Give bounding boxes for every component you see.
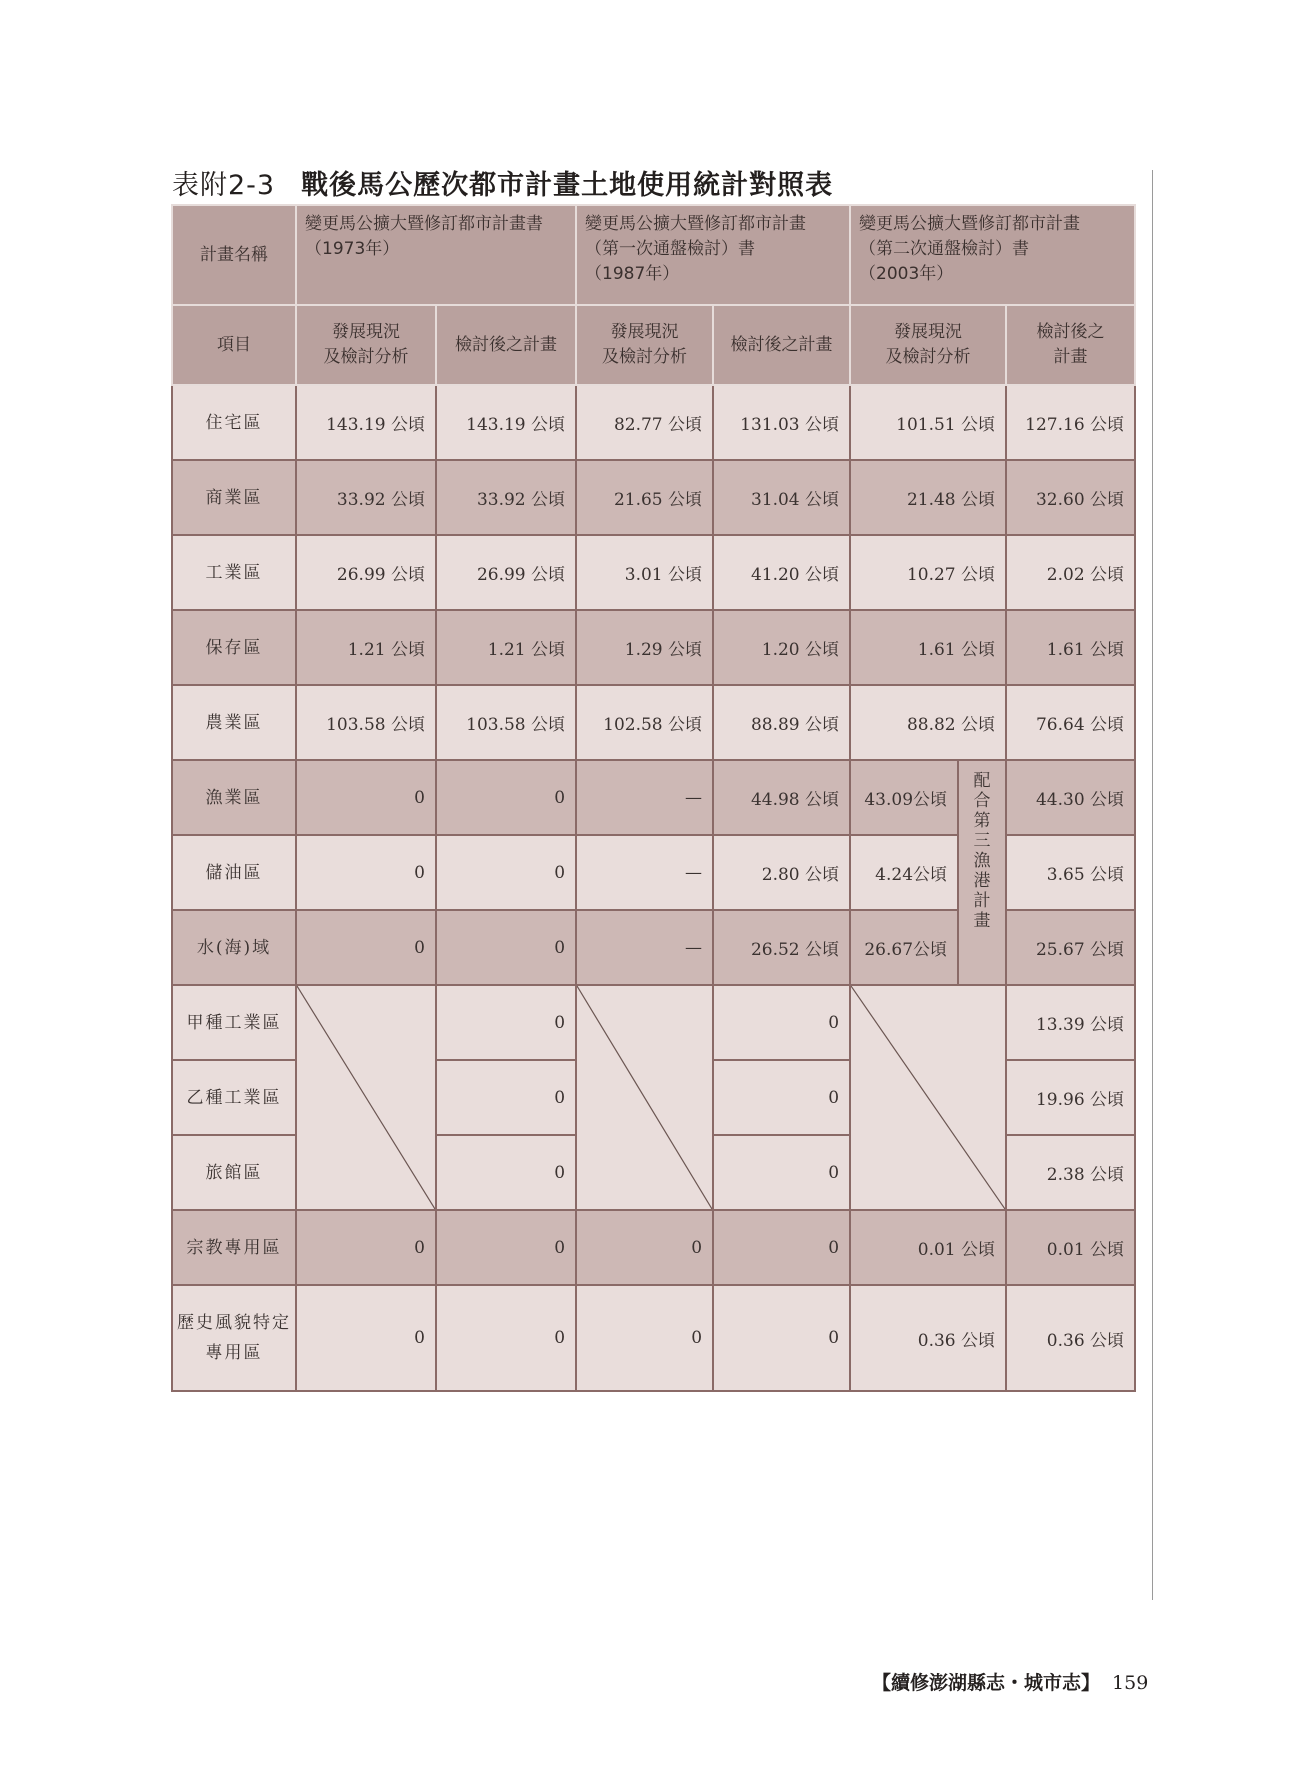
table-row (172, 985, 1135, 1060)
table-caption (172, 163, 833, 203)
value-cell: 0 (436, 910, 576, 985)
value-cell: 127.16 公頃 (1006, 385, 1135, 460)
item-name: 儲油區 (172, 835, 296, 910)
value-cell: 0 (713, 1285, 850, 1391)
value-cell: 25.67 公頃 (1006, 910, 1135, 985)
value-cell: 2.02 公頃 (1006, 535, 1135, 610)
item-name: 工業區 (172, 535, 296, 610)
page-number: 159 (1112, 1672, 1149, 1694)
value-cell: 33.92 公頃 (296, 460, 436, 535)
table-row (172, 385, 1135, 460)
col-plan-2003: 檢討後之 計畫 (1006, 305, 1135, 385)
value-cell: 33.92 公頃 (436, 460, 576, 535)
value-cell: 21.65 公頃 (576, 460, 713, 535)
caption-title: 戰後馬公歷次都市計畫土地使用統計對照表 (301, 170, 834, 201)
value-cell: — (576, 910, 713, 985)
item-name: 旅館區 (172, 1135, 296, 1210)
value-cell: 0 (576, 1285, 713, 1391)
value-cell: 0.36 公頃 (1006, 1285, 1135, 1391)
value-cell: 0 (436, 1210, 576, 1285)
table-row (172, 610, 1135, 685)
value-cell: 0 (713, 985, 850, 1060)
value-cell: 0 (713, 1060, 850, 1135)
item-name: 宗教專用區 (172, 1210, 296, 1285)
value-cell: 1.29 公頃 (576, 610, 713, 685)
value-cell: — (576, 835, 713, 910)
table-row (172, 1210, 1135, 1285)
item-label: 項目 (172, 305, 296, 385)
third-fishing-port-note: 配合第三漁港計畫 (958, 760, 1006, 985)
value-cell: 103.58 公頃 (436, 685, 576, 760)
item-name: 保存區 (172, 610, 296, 685)
value-cell: 102.58 公頃 (576, 685, 713, 760)
col-status-2003: 發展現況 及檢討分析 (850, 305, 1006, 385)
value-cell: 0 (436, 1285, 576, 1391)
value-cell: 0.36 公頃 (850, 1285, 1006, 1391)
item-name: 漁業區 (172, 760, 296, 835)
item-name: 歷史風貌特定專用區 (172, 1285, 296, 1391)
col-plan-1973: 檢討後之計畫 (436, 305, 576, 385)
value-cell: 0 (436, 985, 576, 1060)
item-name: 甲種工業區 (172, 985, 296, 1060)
value-cell: 88.82 公頃 (850, 685, 1006, 760)
value-cell: 26.99 公頃 (296, 535, 436, 610)
item-name: 乙種工業區 (172, 1060, 296, 1135)
value-cell: 143.19 公頃 (436, 385, 576, 460)
value-cell: 1.20 公頃 (713, 610, 850, 685)
value-cell: 0 (296, 760, 436, 835)
value-cell: 82.77 公頃 (576, 385, 713, 460)
table-row (172, 760, 1135, 835)
page-footer (872, 1668, 1148, 1695)
caption-number: 表附2-3 (172, 170, 276, 201)
value-cell: 2.80 公頃 (713, 835, 850, 910)
value-cell: 0 (296, 835, 436, 910)
margin-rule (1152, 170, 1153, 1600)
value-cell: — (576, 760, 713, 835)
value-cell: 32.60 公頃 (1006, 460, 1135, 535)
not-applicable-2003 (850, 985, 1006, 1210)
value-cell: 0 (713, 1135, 850, 1210)
plan-1987: 變更馬公擴大暨修訂都市計畫 （第一次通盤檢討）書 （1987年） (576, 205, 850, 305)
value-cell: 1.61 公頃 (850, 610, 1006, 685)
value-cell: 21.48 公頃 (850, 460, 1006, 535)
value-cell: 76.64 公頃 (1006, 685, 1135, 760)
value-cell: 101.51 公頃 (850, 385, 1006, 460)
value-cell: 1.21 公頃 (296, 610, 436, 685)
item-name: 農業區 (172, 685, 296, 760)
land-use-table (171, 204, 1136, 1392)
value-cell: 1.61 公頃 (1006, 610, 1135, 685)
book-title: 【續修澎湖縣志・城市志】 (872, 1672, 1101, 1694)
item-name: 商業區 (172, 460, 296, 535)
value-cell: 26.67公頃 (850, 910, 958, 985)
value-cell: 31.04 公頃 (713, 460, 850, 535)
value-cell: 0.01 公頃 (1006, 1210, 1135, 1285)
item-name: 水(海)域 (172, 910, 296, 985)
value-cell: 0 (576, 1210, 713, 1285)
value-cell: 0 (713, 1210, 850, 1285)
value-cell: 43.09公頃 (850, 760, 958, 835)
item-name: 住宅區 (172, 385, 296, 460)
col-status-1987: 發展現況 及檢討分析 (576, 305, 713, 385)
table-row (172, 685, 1135, 760)
col-status-1973: 發展現況 及檢討分析 (296, 305, 436, 385)
value-cell: 103.58 公頃 (296, 685, 436, 760)
header-row-plans (172, 205, 1135, 305)
value-cell: 0 (436, 1060, 576, 1135)
not-applicable-1987 (576, 985, 713, 1210)
value-cell: 0 (436, 760, 576, 835)
value-cell: 143.19 公頃 (296, 385, 436, 460)
table-row (172, 1285, 1135, 1391)
value-cell: 44.30 公頃 (1006, 760, 1135, 835)
value-cell: 44.98 公頃 (713, 760, 850, 835)
plan-1973: 變更馬公擴大暨修訂都市計畫書（1973年） (296, 205, 576, 305)
table-row (172, 460, 1135, 535)
value-cell: 131.03 公頃 (713, 385, 850, 460)
header-row-columns (172, 305, 1135, 385)
value-cell: 19.96 公頃 (1006, 1060, 1135, 1135)
value-cell: 0 (436, 835, 576, 910)
col-plan-1987: 檢討後之計畫 (713, 305, 850, 385)
value-cell: 0 (296, 1285, 436, 1391)
value-cell: 3.65 公頃 (1006, 835, 1135, 910)
value-cell: 3.01 公頃 (576, 535, 713, 610)
value-cell: 0 (436, 1135, 576, 1210)
value-cell: 0.01 公頃 (850, 1210, 1006, 1285)
value-cell: 2.38 公頃 (1006, 1135, 1135, 1210)
value-cell: 4.24公頃 (850, 835, 958, 910)
value-cell: 26.52 公頃 (713, 910, 850, 985)
table-row (172, 535, 1135, 610)
plan-name-label: 計畫名稱 (172, 205, 296, 305)
value-cell: 0 (296, 1210, 436, 1285)
plan-2003: 變更馬公擴大暨修訂都市計畫 （第二次通盤檢討）書 （2003年） (850, 205, 1135, 305)
value-cell: 88.89 公頃 (713, 685, 850, 760)
value-cell: 1.21 公頃 (436, 610, 576, 685)
value-cell: 41.20 公頃 (713, 535, 850, 610)
value-cell: 0 (296, 910, 436, 985)
value-cell: 26.99 公頃 (436, 535, 576, 610)
value-cell: 10.27 公頃 (850, 535, 1006, 610)
not-applicable-1973 (296, 985, 436, 1210)
value-cell: 13.39 公頃 (1006, 985, 1135, 1060)
